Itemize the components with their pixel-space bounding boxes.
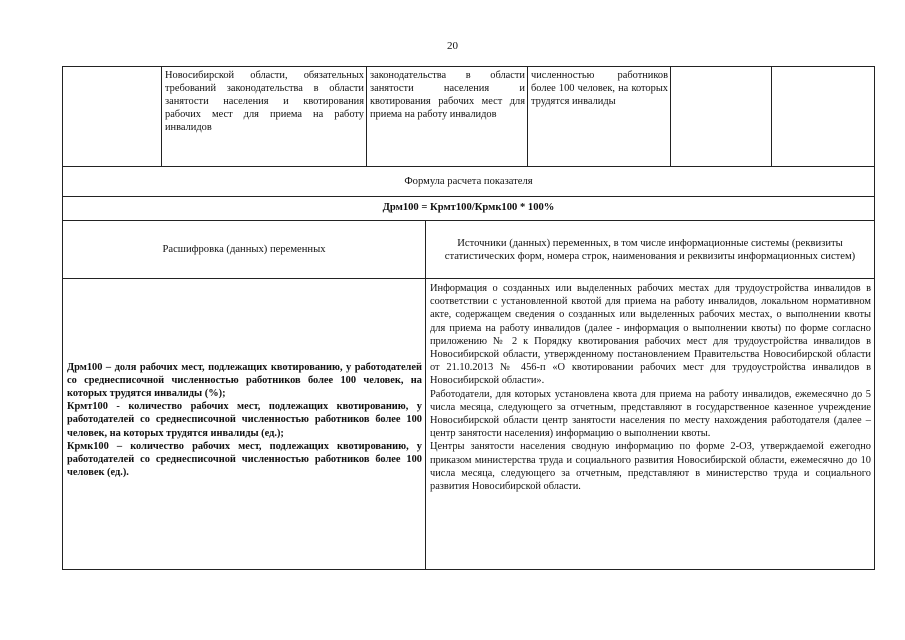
variable-definition: Дрм100 – доля рабочих мест, подлежащих квотированию, у работодателей со среднесписочной численностью работников более 100 человек, на которых трудятся инвалиды (%); [67,361,422,399]
source-paragraph: Центры занятости населения сводную информацию по форме 2-ОЗ, утверждаемой ежегодно приказом министерства труда и социального развития Новосибирской области, ежемесячно до 10 числа месяца, следующего за отчетным, представляют в министерство труда и социального развития Новосибирской области. [430,441,871,493]
variables-header: Расшифровка (данных) переменных [63,221,426,279]
variables-cell [63,279,426,569]
table-cell [63,67,161,166]
sources-header: Источники (данных) переменных, в том числе информационные системы (реквизиты статистических форм, номера строк, наименования и реквизиты информационных систем) [426,221,874,279]
table-cell [771,67,876,166]
formula: Дрм100 = Крмт100/Крмк100 * 100% [62,197,875,221]
table-cell [670,67,771,166]
sources-cell [426,279,874,569]
table-cell: численностью работников более 100 человек, на которых трудятся инвалиды [527,67,670,166]
source-paragraph: Работодатели, для которых установлена квота для приема на работу инвалидов, ежемесячно до 5 числа месяца, следующего за отчетным, представляют в государственное казенное учреждение Новосибирской области центр занятости населения по месту нахождения работодателя (далее – центр занятости населения) информацию о выполнении квоты. [430,388,871,440]
variable-definition: Крмт100 - количество рабочих мест, подлежащих квотированию, у работодателей со среднесписочной численностью работников более 100 человек, на которых трудятся инвалиды (ед.); [67,401,422,439]
variable-definition: Крмк100 – количество рабочих мест, подлежащих квотированию, у работодателей со среднесписочной численностью работников более 100 человек (ед.). [67,440,422,479]
page-number: 20 [447,40,458,52]
table-cell: законодательства в области занятости населения и квотирования рабочих мест для приема на работу инвалидов [366,67,527,166]
continued-table-row [62,66,875,167]
formula-title: Формула расчета показателя [62,167,875,197]
variables-table [62,221,875,570]
table-cell: Новосибирской области, обязательных требований законодательства в области занятости населения и квотирования рабочих мест для приема на работу инвалидов [161,67,366,166]
source-paragraph: Информация о созданных или выделенных рабочих местах для трудоустройства инвалидов в соответствии с установленной квотой для приема на работу инвалидов, локальном нормативном акте, содержащем сведения о созданных или выделенных рабочих местах, о выполнении квоты для приема на работу инвалидов (далее - информация о выполнении квоты) по форме согласно приложению № 2 к Порядку квотирования рабочих мест для трудоустройства инвалидов в Новосибирской области, утвержденному постановлением Правительства Новосибирской области от 21.10.2013 № 456-п «О квотировании рабочих мест для трудоустройства инвалидов в Новосибирской области». [430,283,871,387]
